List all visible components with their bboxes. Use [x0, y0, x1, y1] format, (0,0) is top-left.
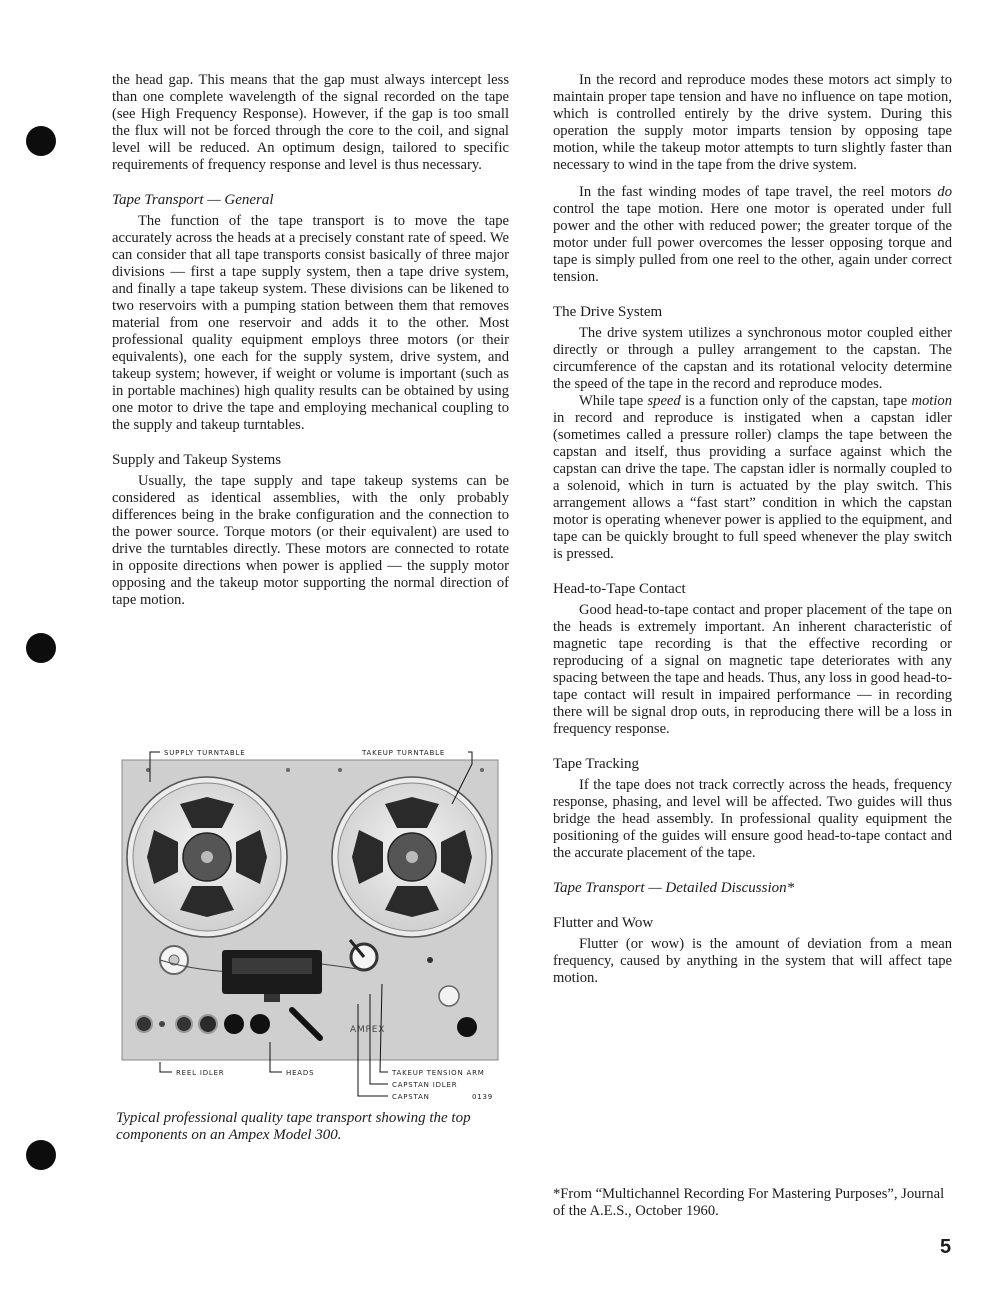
section-heading: The Drive System: [553, 304, 663, 320]
figure-caption: Typical professional quality tape transport showing the top components on an Ampex Model 300.: [116, 1110, 471, 1143]
section-heading: Head-to-Tape Contact: [553, 581, 686, 597]
paragraph: The drive system utilizes a synchronous motor coupled either directly or through a pulley arrangement to the capstan. The circumference of the capstan and its rotational velocity determine the speed of the tape in the record and reproduce modes.: [553, 325, 952, 392]
paragraph: the head gap. This means that the gap must always intercept less than one complete wavelength of the signal recorded on the tape (see High Frequency Response). However, if the gap is too small the flux will not be forced through the core to the coil, and signal level will be reduced. An optimum design, tailored to specific requirements of frequency response and level is thus necessary.: [112, 72, 509, 173]
brand-label: AMPEX: [350, 1025, 386, 1035]
punch-hole-top: [26, 126, 56, 156]
label-reel-idler: REEL IDLER: [176, 1069, 225, 1077]
paragraph: In the fast winding modes of tape travel, the reel motors do control the tape motion. Here one motor is operated under full power and the other with reduced power; the greater torque of the motor under full power overcomes the lesser opposing torque and tape is simply pulled from one reel to the other, again under correct tension.: [553, 184, 952, 285]
supply-reel: [127, 777, 287, 937]
paragraph: The function of the tape transport is to move the tape accurately across the heads at a precisely constant rate of speed. We can consider that all tape transports consist basically of three major divisions — first a tape supply system, then a tape drive system, and finally a tape takeup system. These divisions can be likened to two reservoirs with a pumping station between them that removes material from one reservoir and adds it to the other. Most professional quality equipment employs three motors (or their equivalents), one each for the supply system, drive system, and takeup system; however, if weight or volume is important (such as in portable machines) high quality results can be obtained by using one motor to drive the tape and employing mechanical coupling to the supply and takeup turntables.: [112, 213, 509, 433]
left-column: [112, 72, 509, 619]
capstan: [427, 957, 433, 963]
label-supply-turntable: SUPPLY TURNTABLE: [164, 749, 246, 757]
section-heading: Tape Tracking: [553, 756, 640, 772]
paragraph: If the tape does not track correctly across the heads, frequency response, phasing, and level will be affected. Two guides will thus bridge the head assembly. In professional quality equipment the positioning of the guides will ensure good head-to-tape contact and the accurate placement of the tape.: [553, 777, 952, 861]
paragraph: Usually, the tape supply and tape takeup systems can be considered as identical assemblies, with the only probably differences being in the brake configuration and the connection to the power source. Torque motors (or their equivalent) are used to drive the turntables directly. These motors are connected to rotate in opposite directions when power is applied — the supply motor opposing and the takeup motor supporting the normal direction of tape motion.: [112, 473, 509, 608]
section-heading: Flutter and Wow: [553, 915, 654, 931]
photo-number: 0139: [472, 1093, 494, 1101]
label-capstan: CAPSTAN: [392, 1093, 430, 1101]
page-number: 5: [940, 1236, 952, 1258]
punch-hole-middle: [26, 633, 56, 663]
paragraph: Flutter (or wow) is the amount of deviation from a mean frequency, caused by anything in the system that will affect tape motion.: [553, 936, 952, 986]
paragraph: Good head-to-tape contact and proper placement of the tape on the heads is extremely important. An inherent characteristic of magnetic tape recording is that the effective recording or reproducing of a signal on magnetic tape deteriorates with any spacing between the tape and heads. Thus, any loss in good head-to-tape contact will result in impaired performance — in recording there will be signal drop outs, in reproducing there will be a loss in frequency response.: [553, 602, 952, 737]
tape-transport-figure: [112, 742, 512, 1102]
right-column: [553, 72, 952, 997]
paragraph: In the record and reproduce modes these motors act simply to maintain proper tape tension and have no influence on tape motion, which is controlled entirely by the drive system. During this operation the supply motor imparts tension by opposing tape motion, while the takeup motor attempts to turn slightly faster than necessary to wind in the tape from the drive system.: [553, 72, 952, 173]
section-heading: Supply and Takeup Systems: [112, 452, 282, 468]
footnote: *From “Multichannel Recording For Mastering Purposes”, Journal of the A.E.S., October 1960.: [553, 1186, 945, 1219]
ampex-transport-illustration: [112, 742, 512, 1102]
section-heading: Tape Transport — Detailed Discussion*: [553, 880, 795, 896]
section-heading: Tape Transport — General: [112, 192, 274, 208]
label-takeup-tension-arm: TAKEUP TENSION ARM: [392, 1069, 485, 1077]
takeup-reel: [332, 777, 492, 937]
label-capstan-idler: CAPSTAN IDLER: [392, 1081, 458, 1089]
label-takeup-turntable: TAKEUP TURNTABLE: [362, 749, 446, 757]
capstan-idler: [439, 986, 459, 1006]
punch-hole-bottom: [26, 1140, 56, 1170]
paragraph: While tape speed is a function only of the capstan, tape motion in record and reproduce is instigated when a capstan idler (sometimes called a pressure roller) clamps the tape between the capstan and itself, thus providing a surface against which the capstan can drive the tape. The capstan idler is normally coupled to a solenoid, which in turn is actuated by the play switch. This arrangement allows a “fast start” condition in which the capstan motor is operating whenever power is applied to the equipment, and tape can be quickly brought to full speed whenever the play switch is pressed.: [553, 393, 952, 562]
label-heads: HEADS: [286, 1069, 315, 1077]
